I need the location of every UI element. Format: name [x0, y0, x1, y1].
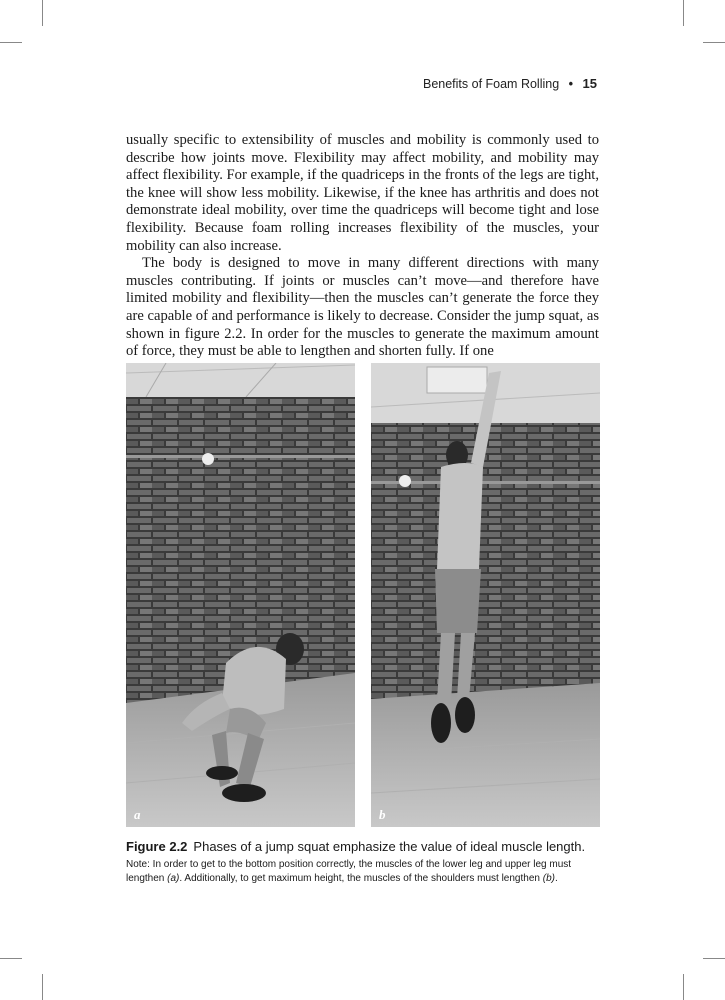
- figure-caption: [126, 839, 606, 886]
- crop-mark: [683, 0, 684, 26]
- note-text: .: [554, 873, 558, 884]
- note-text: . Additionally, to get maximum height, the muscles of the shoulders must lengthen: [179, 873, 543, 884]
- caption-note: [126, 858, 606, 886]
- crop-mark: [0, 42, 22, 43]
- caption-text: Phases of a jump squat emphasize the value of ideal muscle length.: [193, 839, 586, 854]
- figure-label: Figure 2.2: [126, 839, 188, 854]
- crop-mark: [42, 974, 43, 1000]
- paragraph: The body is designed to move in many different directions with many muscles contributing. If joints or muscles can’t move—and therefore have limited mobility and flexibility—then the muscles can’t generate the force they are capable of and performance is likely to decrease. Consider the jump squat, as shown in figure 2.2. In order for the muscles to generate the maximum amount of force, they must be able to lengthen and shorten fully. If one: [126, 255, 599, 360]
- crop-mark: [683, 974, 684, 1000]
- running-header: [423, 76, 597, 91]
- photo-label: b: [379, 807, 386, 822]
- photo-a-illustration: [126, 363, 355, 827]
- crop-mark: [703, 42, 725, 43]
- photo-label: a: [134, 807, 141, 822]
- crop-mark: [42, 0, 43, 26]
- crop-mark: [703, 958, 725, 959]
- note-ref: (a): [167, 873, 180, 884]
- note-text: Note: In order to get to the bottom position correctly, the muscles of the lower leg and upper leg must lengthen: [126, 859, 572, 884]
- photo-jump-squat-bottom: [126, 363, 355, 827]
- header-separator: •: [568, 77, 574, 91]
- paragraph: usually specific to extensibility of muscles and mobility is commonly used to describe how joints move. Flexibility may affect mobility, and mobility may affect flexibility. For example, if the quadriceps in the fronts of the legs are tight, the knee will show less mobility. Likewise, if the knee has arthritis and does not demonstrate ideal mobility, over time the quadriceps will become tight and lose flexibility. Because foam rolling increases flexibility of the muscles, your mobility can also increase.: [126, 132, 599, 254]
- crop-mark: [0, 958, 22, 959]
- note-ref: (b): [542, 873, 555, 884]
- body-text: [126, 132, 599, 361]
- page-number: 15: [582, 76, 597, 91]
- running-title: Benefits of Foam Rolling: [422, 77, 560, 91]
- photo-b-illustration: [371, 363, 600, 827]
- photo-jump-squat-top: [371, 363, 600, 827]
